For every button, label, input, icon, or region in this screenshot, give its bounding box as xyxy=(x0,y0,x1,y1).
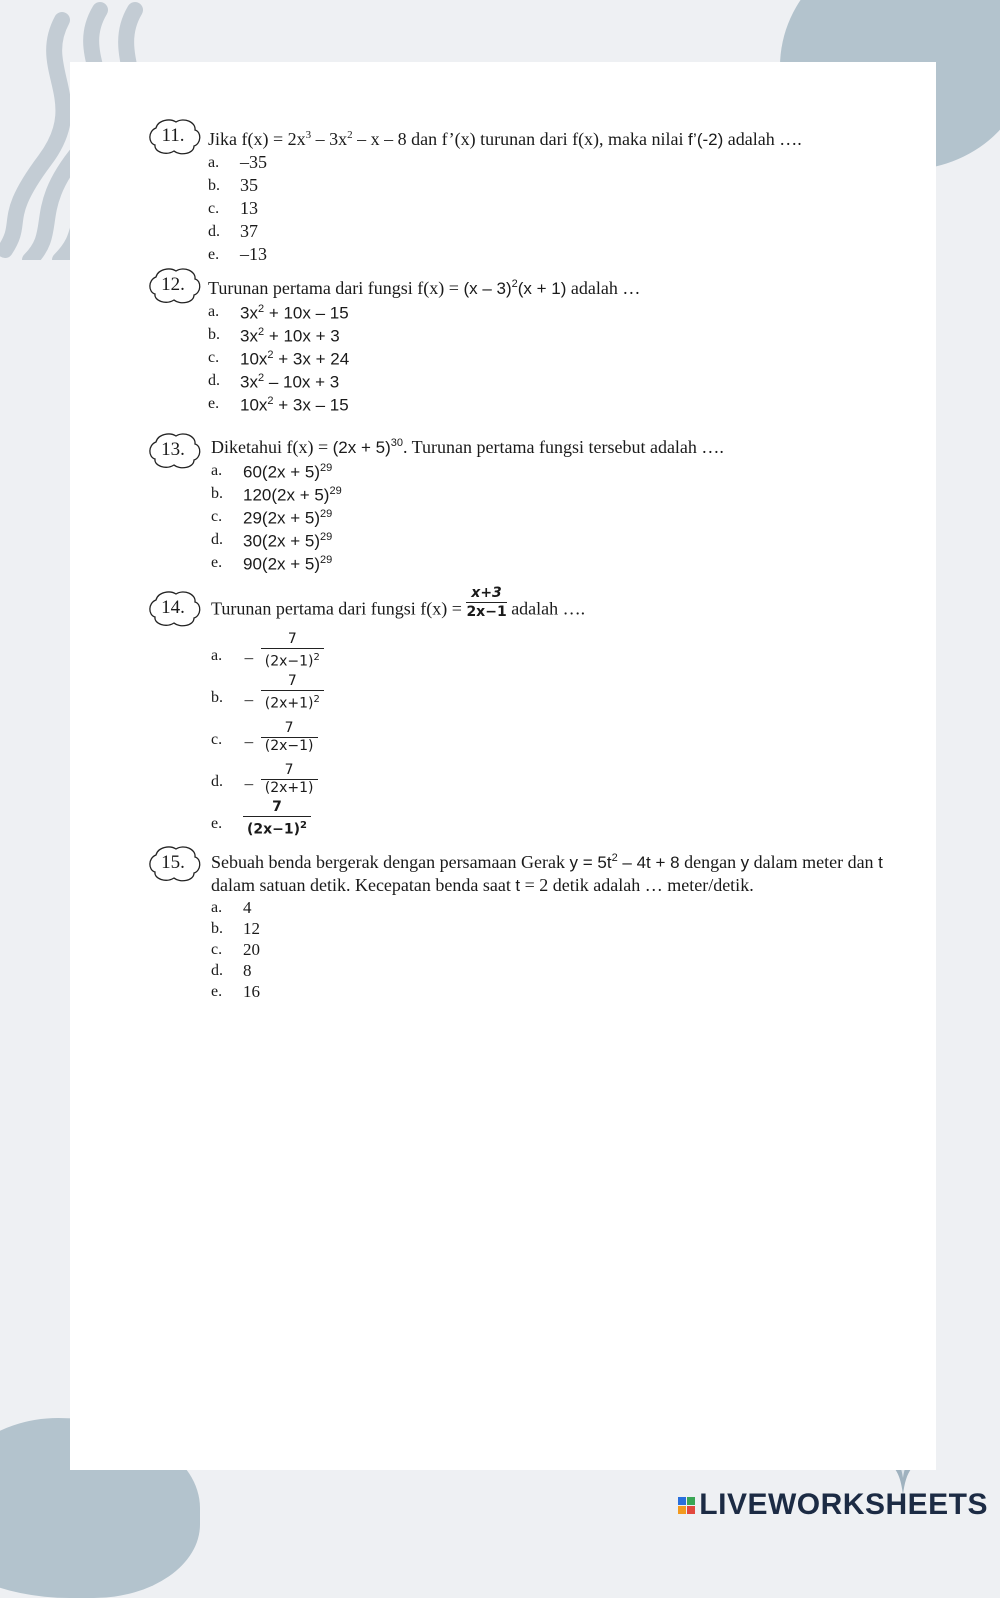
option-d[interactable]: d. $30(2x + 5)^{29}$ xyxy=(211,531,333,551)
option-d[interactable]: d. $3x^2 - 10x + 3$ xyxy=(208,372,340,392)
option-a[interactable]: a. –35 xyxy=(208,152,267,172)
option-e[interactable]: e. $\frac{7}{(2x-1)^2}$ xyxy=(211,797,948,839)
question-number-badge xyxy=(148,432,202,470)
option-e[interactable]: e. –13 xyxy=(208,244,267,264)
question-text: Diketahui $f(x) = (2x + 5)^{30}$. Turunan pertama fungsi tersebut adalah …. xyxy=(211,437,724,457)
question-text: Sebuah benda bergerak dengan persamaan Gerak $y = 5t^2 - 4t + 8$ dengan y dalam meter dan t dalam satuan detik. Kecepatan benda saat t = 2 detik adalah … meter/detik. xyxy=(211,852,883,895)
option-b[interactable]: b. $3x^2 + 10x + 3$ xyxy=(208,326,340,346)
option-a[interactable]: a. 4 xyxy=(211,898,252,917)
question-14 xyxy=(148,585,948,839)
option-c[interactable]: c. 20 xyxy=(211,940,260,959)
options-list xyxy=(211,629,948,839)
question-number: 14. xyxy=(161,596,185,618)
question-number: 12. xyxy=(161,273,185,295)
question-number: 11. xyxy=(161,124,185,146)
option-b[interactable]: b. 12 xyxy=(211,919,260,938)
option-d[interactable]: d. − $\frac{7}{(2x+1)}$ xyxy=(211,755,948,797)
question-11 xyxy=(148,124,948,266)
question-number-badge xyxy=(148,267,202,305)
option-c[interactable]: c. 13 xyxy=(208,198,258,218)
question-15 xyxy=(148,847,948,1002)
question-12 xyxy=(148,273,948,415)
logo-text: LIVEWORKSHEETS xyxy=(699,1488,988,1521)
function-fraction: $\frac{x+3}{2x-1}$ xyxy=(466,585,507,620)
question-number: 13. xyxy=(161,438,185,460)
option-b[interactable]: b. 35 xyxy=(208,175,258,195)
options-list xyxy=(211,459,948,574)
option-c[interactable]: c. $10x^2 + 3x + 24$ xyxy=(208,349,350,369)
option-a[interactable]: a. $3x^2 + 10x - 15$ xyxy=(208,303,349,323)
options-list xyxy=(208,151,948,266)
question-number: 15. xyxy=(161,851,185,873)
options-list xyxy=(211,897,948,1002)
option-b[interactable]: b. − $\frac{7}{(2x+1)^2}$ xyxy=(211,671,948,713)
question-13 xyxy=(148,432,948,574)
option-a[interactable]: a. $60(2x + 5)^{29}$ xyxy=(211,462,333,482)
question-text: Turunan pertama dari fungsi f(x) = (x – 3)$^2$(x + 1) adalah … xyxy=(208,278,641,298)
option-e[interactable]: e. $10x^2 + 3x - 15$ xyxy=(208,395,349,415)
option-a[interactable]: a. − $\frac{7}{(2x-1)^2}$ xyxy=(211,629,948,671)
question-text: Jika $f(x) = 2x^3 - 3x^2 - x - 8$ dan f’(x) turunan dari f(x), maka nilai f’(-2) adalah …. xyxy=(208,129,802,149)
liveworksheets-logo[interactable] xyxy=(678,1488,988,1522)
question-number-badge xyxy=(148,845,202,883)
option-e[interactable]: e. $90(2x + 5)^{29}$ xyxy=(211,554,333,574)
options-list xyxy=(208,300,948,415)
logo-grid-icon xyxy=(678,1497,695,1514)
option-d[interactable]: d. 37 xyxy=(208,221,258,241)
option-c[interactable]: c. $29(2x + 5)^{29}$ xyxy=(211,508,333,528)
option-b[interactable]: b. $120(2x + 5)^{29}$ xyxy=(211,485,342,505)
question-number-badge xyxy=(148,590,202,628)
question-text: Turunan pertama dari fungsi f(x) = $\frac{x+3}{2x-1}$ adalah …. xyxy=(211,585,586,620)
question-number-badge xyxy=(148,118,202,156)
option-e[interactable]: e. 16 xyxy=(211,982,260,1001)
option-c[interactable]: c. − $\frac{7}{(2x-1)}$ xyxy=(211,713,948,755)
option-d[interactable]: d. 8 xyxy=(211,961,252,980)
